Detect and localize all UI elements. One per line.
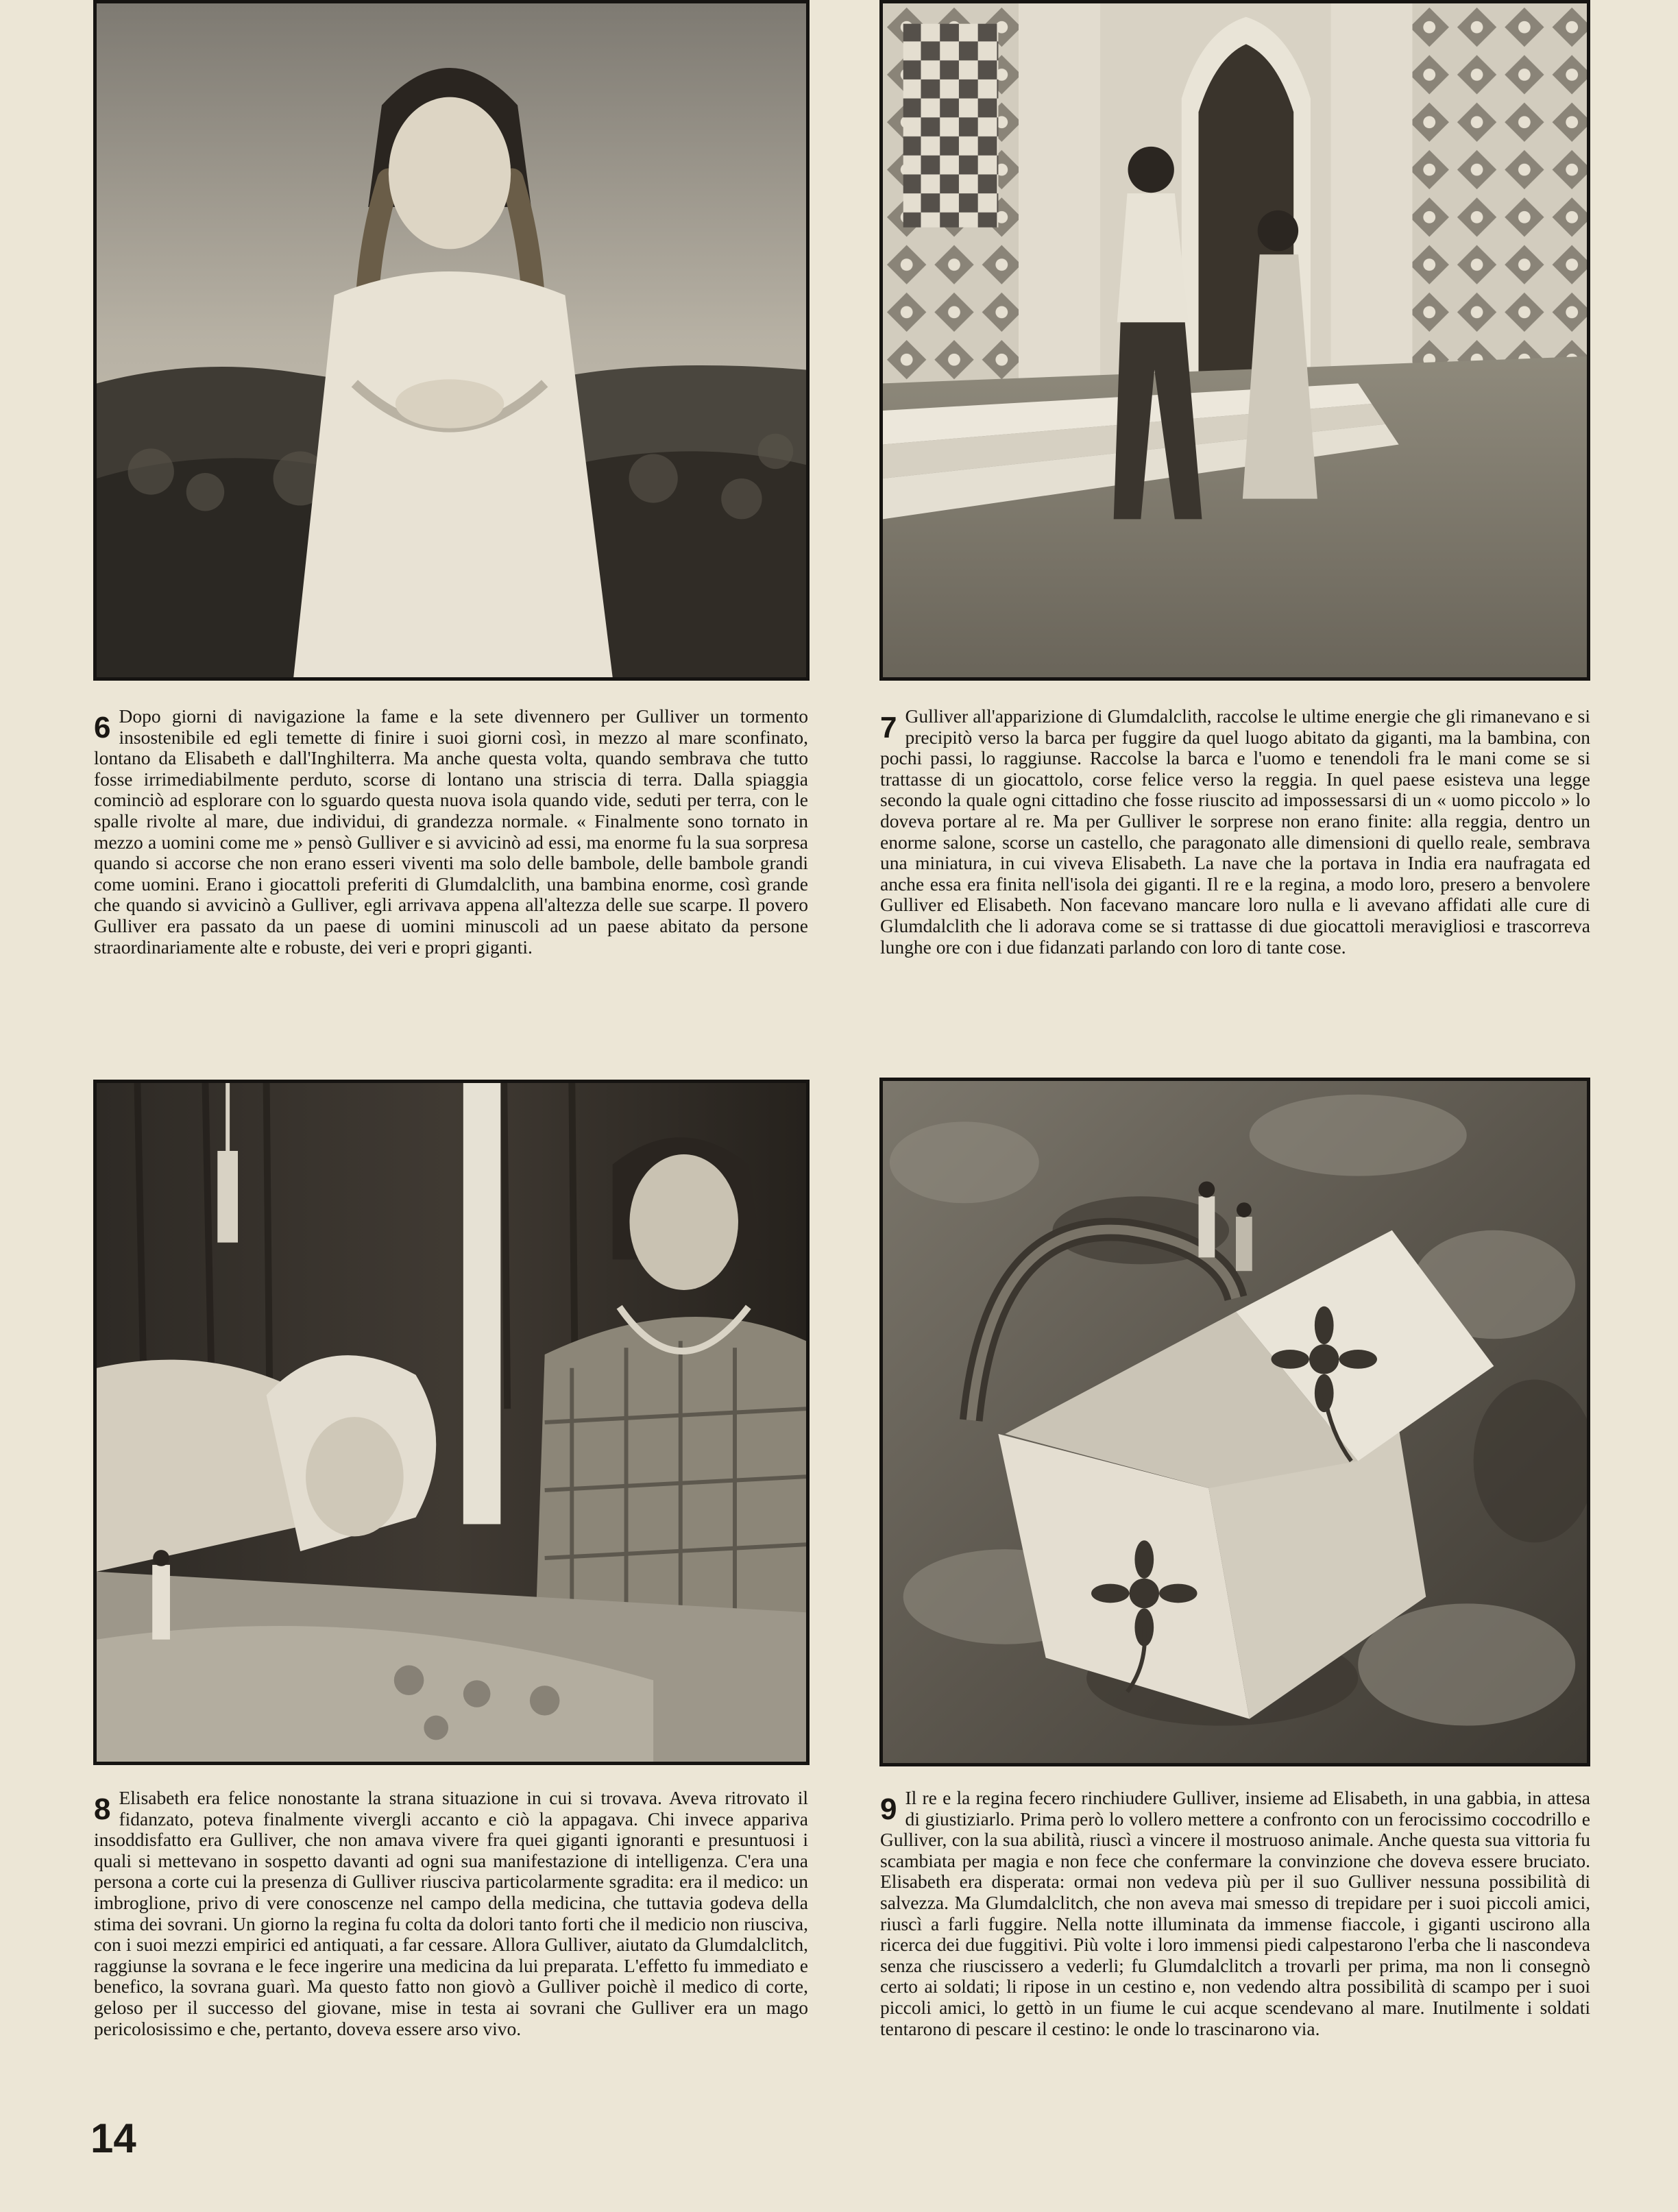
photo-panel-8 <box>93 1080 810 1765</box>
caption-6 <box>94 706 808 958</box>
caption-8 <box>94 1788 808 2039</box>
caption-text-6: Dopo giorni di navigazione la fame e la sete divennero per Gulliver un tormento insostenibile ed egli temette di finire i suoi giorni così, in mezzo al mare sconfinato, lontano da Elisabeth e dall'Inghilterra. Ma anche questa volta, quando sembrava che tutto fosse irrimediabilmente perduto, scorse di lontano una striscia di terra. Dalla spiaggia cominciò ad esplorare con lo sguardo questa nuova isola quando vide, seduti per terra, con le spalle rivolte al mare, due individui, di grandezza normale. « Finalmente sono tornato in mezzo a uomini come me » pensò Gulliver e si avvicinò ad essi, ma enorme fu la sua sorpresa quando si accorse che non erano esseri viventi ma solo delle bambole, delle bambole grandi come uomini. Erano i giocattoli preferiti di Glumdalclith, una bambina enorme, così grande che quando si avvicinò a Gulliver, egli arrivava appena all'altezza delle sue scarpe. Il povero Gulliver era passato da un paese di uomini minuscoli ad un paese abitato da persone straordinariamente alte e robuste, dei veri e propri giganti. <box>94 705 808 958</box>
caption-9 <box>880 1788 1590 2039</box>
caption-7 <box>880 706 1590 958</box>
photo-panel-6 <box>93 0 810 681</box>
caption-number-6: 6 <box>94 711 111 744</box>
caption-text-9: Il re e la regina fecero rinchiudere Gulliver, insieme ad Elisabeth, in una gabbia, in attesa di giustiziarlo. Prima però lo vollero mettere a confronto con un ferocissimo coccodrillo e Gulliver, con la sua abilità, riuscì a vincere il mostruoso animale. Anche questa sua vittoria fu scambiata per magia e non fece che confermare la convinzione che doveva essere bruciato. Elisabeth era disperata: ormai non vedeva più per il suo Gulliver nessuna possibilità di salvezza. Ma Glumdalclitch, che non aveva mai smesso di trepidare per i suoi piccoli amici, riuscì a farli fuggire. Nella notte illuminata da immense fiaccole, i giganti uscirono alla ricerca dei due fuggitivi. Più volte i loro immensi piedi calpestarono l'erba che li nascondeva senza che riuscissero a vederli; fu Glumdalclitch a trovarli per prima, ma non li consegnò certo ai soldati; li ripose in un cestino e, non vedendo altra possibilità di scampo per i suoi piccoli amici, lo gettò in un fiume le cui acque scendevano al mare. Inutilmente i soldati tentarono di pescare il cestino: le onde lo trascinarono via. <box>880 1787 1590 2039</box>
couple-at-palace-door-photo <box>883 3 1587 677</box>
caption-text-7: Gulliver all'apparizione di Glumdalclith, raccolse le ultime energie che gli rimanevano e si precipitò verso la barca per fuggire da quel luogo abitato da giganti, ma la bambina, con pochi passi, lo raggiunse. Raccolse la barca e l'uomo e tenendoli fra le mani come se si trattasse di un giocattolo, corse felice verso la reggia. In quel paese esisteva una legge secondo la quale ogni cittadino che fosse riuscito ad impossessarsi di un « uomo piccolo » lo doveva portare al re. Ma per Gulliver le sorprese non erano finite: alla reggia, dentro un enorme salone, scorse un castello, che paragonato alle dimensioni di quello reale, sembrava una miniatura, in cui viveva Elisabeth. La nave che la portava in India era naufragata ed anche essa era finita nell'isola dei giganti. Il re e la regina, a modo loro, presero a benvolere Gulliver ed Elisabeth. Non facevano mancare loro nulla e li avevano affidati alle cure di Glumdalclith che li adorava come se si trattasse di due giocattoli meravigliosi e trascorreva lunghe ore con i due fidanzati parlando con loro di tante cose. <box>880 705 1590 958</box>
page-number: 14 <box>90 2115 136 2161</box>
caption-number-8: 8 <box>94 1792 111 1826</box>
photo-panel-7 <box>879 0 1590 681</box>
photo-panel-9 <box>879 1078 1590 1766</box>
basket-in-river-photo <box>883 1081 1587 1763</box>
caption-text-8: Elisabeth era felice nonostante la strana situazione in cui si trovava. Aveva ritrovato il fidanzato, poteva finalmente vivergli accanto e ciò la appagava. Chi invece appariva insoddisfatto era Gulliver, che non amava vivere fra quei giganti ignoranti e presuntuosi i quali si mettevano in sospetto davanti ad ogni sua manifestazione di intelligenza. C'era una persona a corte cui la presenza di Gulliver riusciva particolarmente sgradita: era il medico: un imbroglione, privo di vere conoscenze nel campo della medicina, che tuttavia godeva della stima dei sovrani. Un giorno la regina fu colta da dolori tanto forti che il medicio non riusciva, con i suoi mezzi empirici ed antiquati, a far cessare. Allora Gulliver, aiutato da Glumdalclitch, raggiunse la sovrana e le fece ingerire una medicina da lui preparata. L'effetto fu immediato e benefico, la sovrana guarì. Ma questo fatto non giovò a Gulliver poichè il medico di corte, geloso per il successo del giovane, mise in testa ai sovrani che Gulliver era un mago pericolosissimo e che, pertanto, doveva essere arso vivo. <box>94 1787 808 2039</box>
sick-queen-in-bed-photo <box>97 1083 806 1762</box>
girl-with-braids-photo <box>97 3 806 677</box>
caption-number-7: 7 <box>880 711 897 744</box>
caption-number-9: 9 <box>880 1792 897 1826</box>
